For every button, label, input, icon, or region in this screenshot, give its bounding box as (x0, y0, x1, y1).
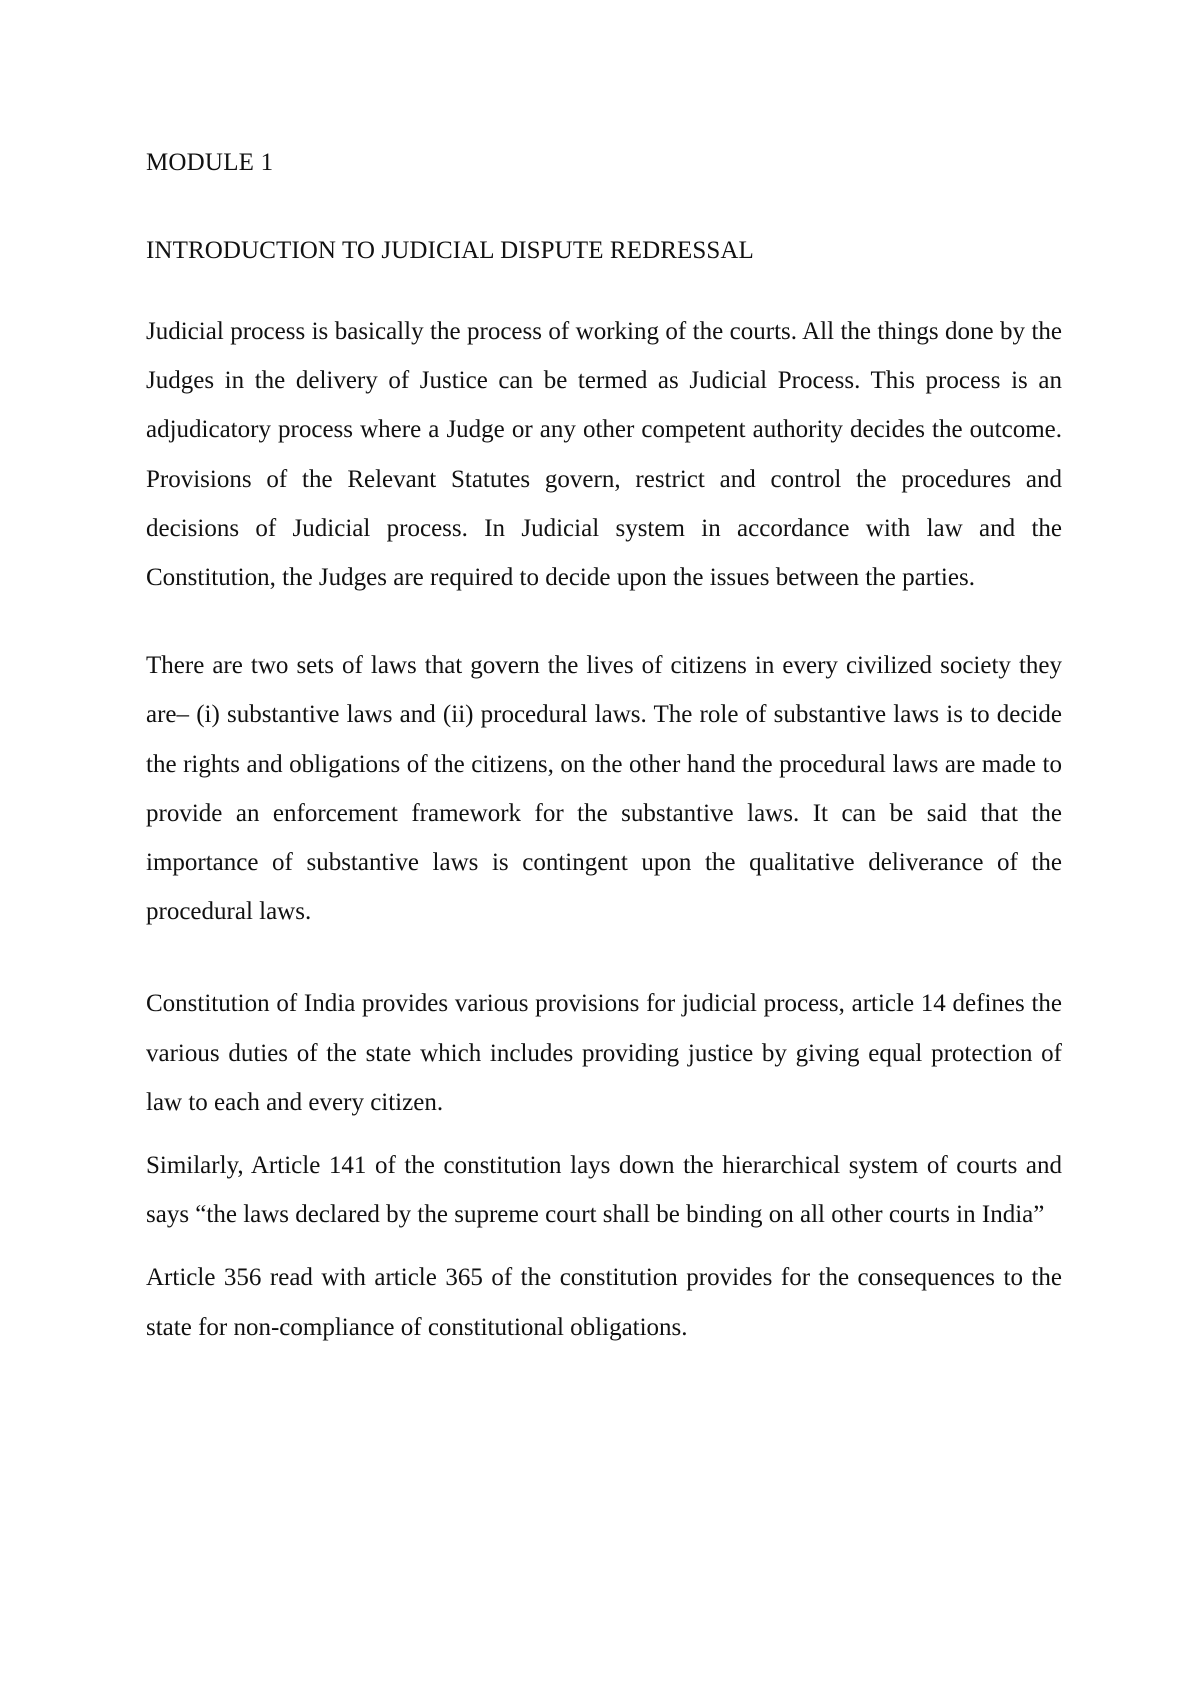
module-label: MODULE 1 (146, 149, 274, 176)
paragraph-constitution-of-india: Constitution of India provides various provisions for judicial process, article 14 defines the various duties of the state which includes providing justice by giving equal protection of law to each and every citizen. (146, 990, 1062, 1116)
paragraph-article-141: Similarly, Article 141 of the constitution lays down the hierarchical system of courts and says “the laws declared by the supreme court shall be binding on all other courts in India” (146, 1152, 1062, 1229)
document-body (146, 146, 1062, 1352)
module-title: INTRODUCTION TO JUDICIAL DISPUTE REDRESSAL (146, 237, 754, 264)
paragraph-sets-of-laws: There are two sets of laws that govern the lives of citizens in every civilized society they are– (i) substantive laws and (ii) procedural laws. The role of substantive laws is to decide the rights and obligations of the citizens, on the other hand the procedural laws are made to provide an enforcement framework for the substantive laws. It can be said that the importance of substantive laws is contingent upon the qualitative deliverance of the procedural laws. (146, 652, 1062, 926)
paragraph-article-356: Article 356 read with article 365 of the constitution provides for the consequences to the state for non-compliance of constitutional obligations. (146, 1264, 1062, 1341)
paragraph-judicial-process: Judicial process is basically the process of working of the courts. All the things done by the Judges in the delivery of Justice can be termed as Judicial Process. This process is an adjudicatory process where a Judge or any other competent authority decides the outcome. Provisions of the Relevant Statutes govern, restrict and control the procedures and decisions of Judicial process. In Judicial system in accordance with law and the Constitution, the Judges are required to decide upon the issues between the parties. (146, 318, 1062, 592)
